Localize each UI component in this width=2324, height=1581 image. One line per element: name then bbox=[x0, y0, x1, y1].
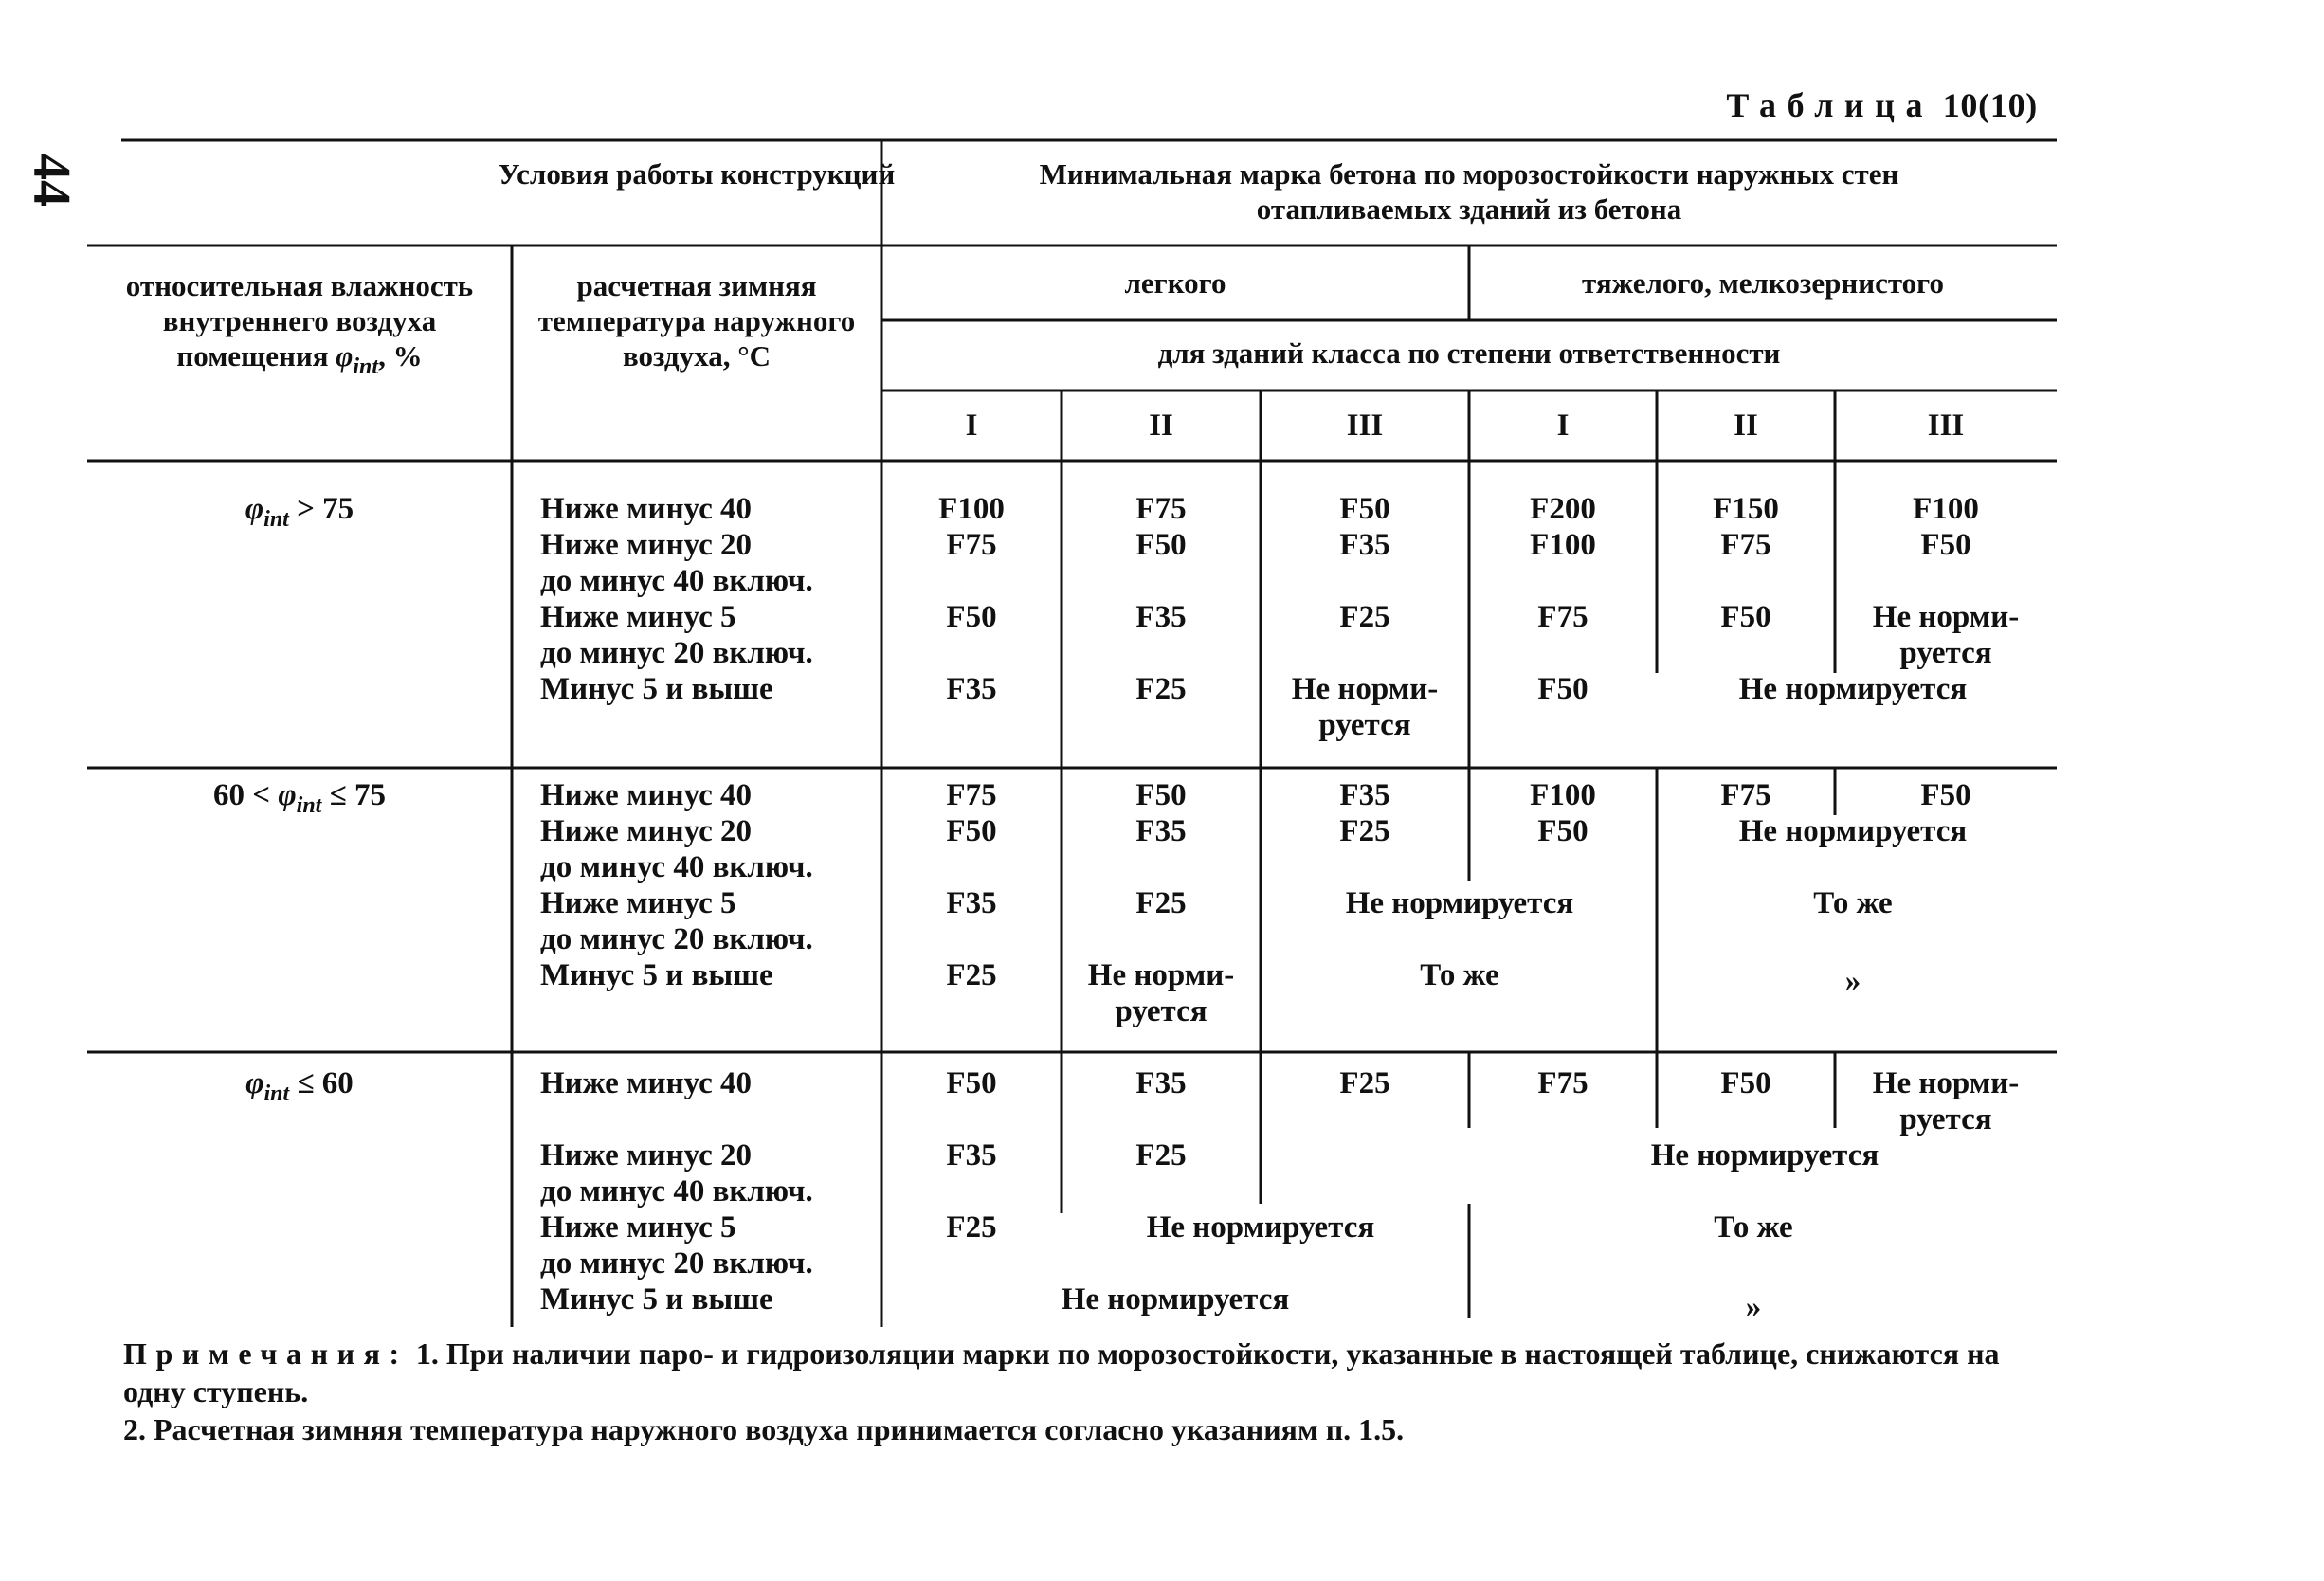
table-cell: F35 bbox=[1339, 528, 1390, 562]
table-cell: F75 bbox=[1720, 528, 1771, 562]
table-cell: F50 bbox=[1920, 528, 1971, 562]
table-cell: Не норми- bbox=[1291, 672, 1439, 706]
table-cell: F25 bbox=[1339, 600, 1390, 634]
group-3-humidity: $\varphi_{int} \le 60$ bbox=[245, 1066, 354, 1106]
table-cell: F35 bbox=[946, 672, 997, 706]
table-cell: F25 bbox=[1339, 814, 1390, 848]
table-cell: F25 bbox=[1339, 1066, 1390, 1100]
group-1-temp-5: до минус 20 включ. bbox=[540, 636, 813, 670]
table-cell: F35 bbox=[1339, 778, 1390, 812]
table-cell: F100 bbox=[938, 492, 1005, 526]
table-cell: F50 bbox=[1920, 778, 1971, 812]
table-cell: F50 bbox=[1339, 492, 1390, 526]
table-notes bbox=[123, 1335, 2057, 1448]
table-cell: Не нормируется bbox=[1738, 672, 1968, 706]
header-humidity bbox=[100, 268, 499, 385]
table-cell: » bbox=[1745, 1290, 1762, 1324]
group-1-humidity: $\varphi_{int} > 75$ bbox=[245, 492, 354, 532]
group-1-temp-3: до минус 40 включ. bbox=[540, 564, 813, 598]
group-2-temp-5: до минус 20 включ. bbox=[540, 922, 813, 956]
table-cell: Не нормируется bbox=[1146, 1210, 1375, 1245]
header-class-light-2: II bbox=[1149, 409, 1173, 443]
table-cell: F75 bbox=[1537, 1066, 1589, 1100]
table-cell: Не нормируется bbox=[1738, 814, 1968, 848]
note-1-text: 1. При наличии паро- и гидроизоляции марки по морозостойкости, указанные в настоящей таблице, снижаются на одну ступень. bbox=[123, 1336, 2000, 1408]
group-1-temp-6: Минус 5 и выше bbox=[540, 672, 773, 706]
table-cell: F200 bbox=[1530, 492, 1596, 526]
note-2: 2. Расчетная зимняя температура наружного воздуха принимается согласно указаниям п. 1.5. bbox=[123, 1412, 1405, 1446]
notes-label: Примечания: bbox=[123, 1336, 409, 1371]
table-cell: F50 bbox=[946, 600, 997, 634]
header-humidity-text: относительная влажность внутреннего воздуха помещения bbox=[125, 269, 474, 373]
group-3-temp-1: Ниже минус 40 bbox=[540, 1066, 752, 1100]
table-cell: F50 bbox=[946, 814, 997, 848]
group-2-temp-6: Минус 5 и выше bbox=[540, 958, 773, 992]
table-cell: Не норми- bbox=[1872, 600, 2020, 634]
header-temperature: расчетная зимняя температура наружного воздуха, °С bbox=[537, 269, 856, 373]
table-cell: F35 bbox=[1135, 600, 1187, 634]
header-humidity-symbol: $\varphi_{int}$ bbox=[336, 339, 379, 379]
table-cell: руется bbox=[1899, 1102, 1992, 1136]
table-cell: То же bbox=[1420, 958, 1499, 992]
table-cell: F75 bbox=[1537, 600, 1589, 634]
group-1-temp-1: Ниже минус 40 bbox=[540, 492, 752, 526]
header-conditions: Условия работы конструкций bbox=[498, 157, 896, 191]
table-cell: F50 bbox=[1135, 778, 1187, 812]
header-class-heavy-1: I bbox=[1556, 409, 1570, 443]
table-cell: F35 bbox=[1135, 1066, 1187, 1100]
group-3-temp-2: Ниже минус 20 bbox=[540, 1138, 752, 1172]
table-cell: руется bbox=[1318, 708, 1411, 742]
table-cell: F100 bbox=[1530, 778, 1596, 812]
header-class-heavy-3: III bbox=[1927, 409, 1965, 443]
table-cell: F50 bbox=[946, 1066, 997, 1100]
table-cell: руется bbox=[1899, 636, 1992, 670]
table-cell: F75 bbox=[1720, 778, 1771, 812]
header-min-grade: Минимальная марка бетона по морозостойкости наружных стен отапливаемых зданий из бетона bbox=[1039, 157, 1899, 226]
table-cell: F75 bbox=[1135, 492, 1187, 526]
table-cell: F35 bbox=[946, 1138, 997, 1172]
table-cell: F25 bbox=[1135, 886, 1187, 920]
table-cell: Не нормируется bbox=[1061, 1282, 1290, 1317]
table-cell: Не норми- bbox=[1872, 1066, 2020, 1100]
table-cell: F50 bbox=[1720, 1066, 1771, 1100]
table-title-word: Таблица bbox=[1726, 86, 1934, 124]
header-class-light-1: I bbox=[965, 409, 978, 443]
table-cell: Не нормируется bbox=[1650, 1138, 1879, 1172]
header-class-light-3: III bbox=[1346, 409, 1384, 443]
header-heavy: тяжелого, мелкозернистого bbox=[1582, 266, 1944, 300]
table-cell: F25 bbox=[946, 1210, 997, 1245]
table-cell: F25 bbox=[946, 958, 997, 992]
table-cell: Не нормируется bbox=[1345, 886, 1574, 920]
header-class-label: для зданий класса по степени ответственности bbox=[1157, 336, 1781, 370]
group-3-temp-5: до минус 20 включ. bbox=[540, 1246, 813, 1281]
table-cell: F25 bbox=[1135, 672, 1187, 706]
group-3-temp-4: Ниже минус 5 bbox=[540, 1210, 736, 1245]
header-light: легкого bbox=[1124, 266, 1226, 300]
table-cell: F35 bbox=[946, 886, 997, 920]
table-cell: » bbox=[1844, 964, 1861, 998]
group-2-humidity: $60 < \varphi_{int} \le 75$ bbox=[213, 778, 386, 818]
table-cell: F100 bbox=[1913, 492, 1979, 526]
group-2-temp-1: Ниже минус 40 bbox=[540, 778, 752, 812]
table-cell: F50 bbox=[1135, 528, 1187, 562]
group-2-temp-2: Ниже минус 20 bbox=[540, 814, 752, 848]
table-cell: F35 bbox=[1135, 814, 1187, 848]
header-humidity-unit: , % bbox=[378, 339, 423, 373]
page-number: 44 bbox=[22, 154, 81, 207]
table-cell: F75 bbox=[946, 528, 997, 562]
group-1-temp-4: Ниже минус 5 bbox=[540, 600, 736, 634]
group-2-temp-4: Ниже минус 5 bbox=[540, 886, 736, 920]
table-cell: F50 bbox=[1720, 600, 1771, 634]
table-cell: F50 bbox=[1537, 814, 1589, 848]
table-cell: Не норми- bbox=[1087, 958, 1235, 992]
table-cell: F50 bbox=[1537, 672, 1589, 706]
table-cell: F100 bbox=[1530, 528, 1596, 562]
table-cell: То же bbox=[1714, 1210, 1793, 1245]
table-cell: То же bbox=[1813, 886, 1893, 920]
table-title-number: 10(10) bbox=[1942, 86, 2038, 124]
group-3-temp-6: Минус 5 и выше bbox=[540, 1282, 773, 1317]
table-cell: руется bbox=[1115, 994, 1207, 1028]
group-3-temp-3: до минус 40 включ. bbox=[540, 1174, 813, 1208]
table-cell: F150 bbox=[1713, 492, 1779, 526]
table-cell: F75 bbox=[946, 778, 997, 812]
table-cell: F25 bbox=[1135, 1138, 1187, 1172]
group-1-temp-2: Ниже минус 20 bbox=[540, 528, 752, 562]
group-2-temp-3: до минус 40 включ. bbox=[540, 850, 813, 884]
header-class-heavy-2: II bbox=[1734, 409, 1758, 443]
note-1 bbox=[123, 1335, 2057, 1410]
